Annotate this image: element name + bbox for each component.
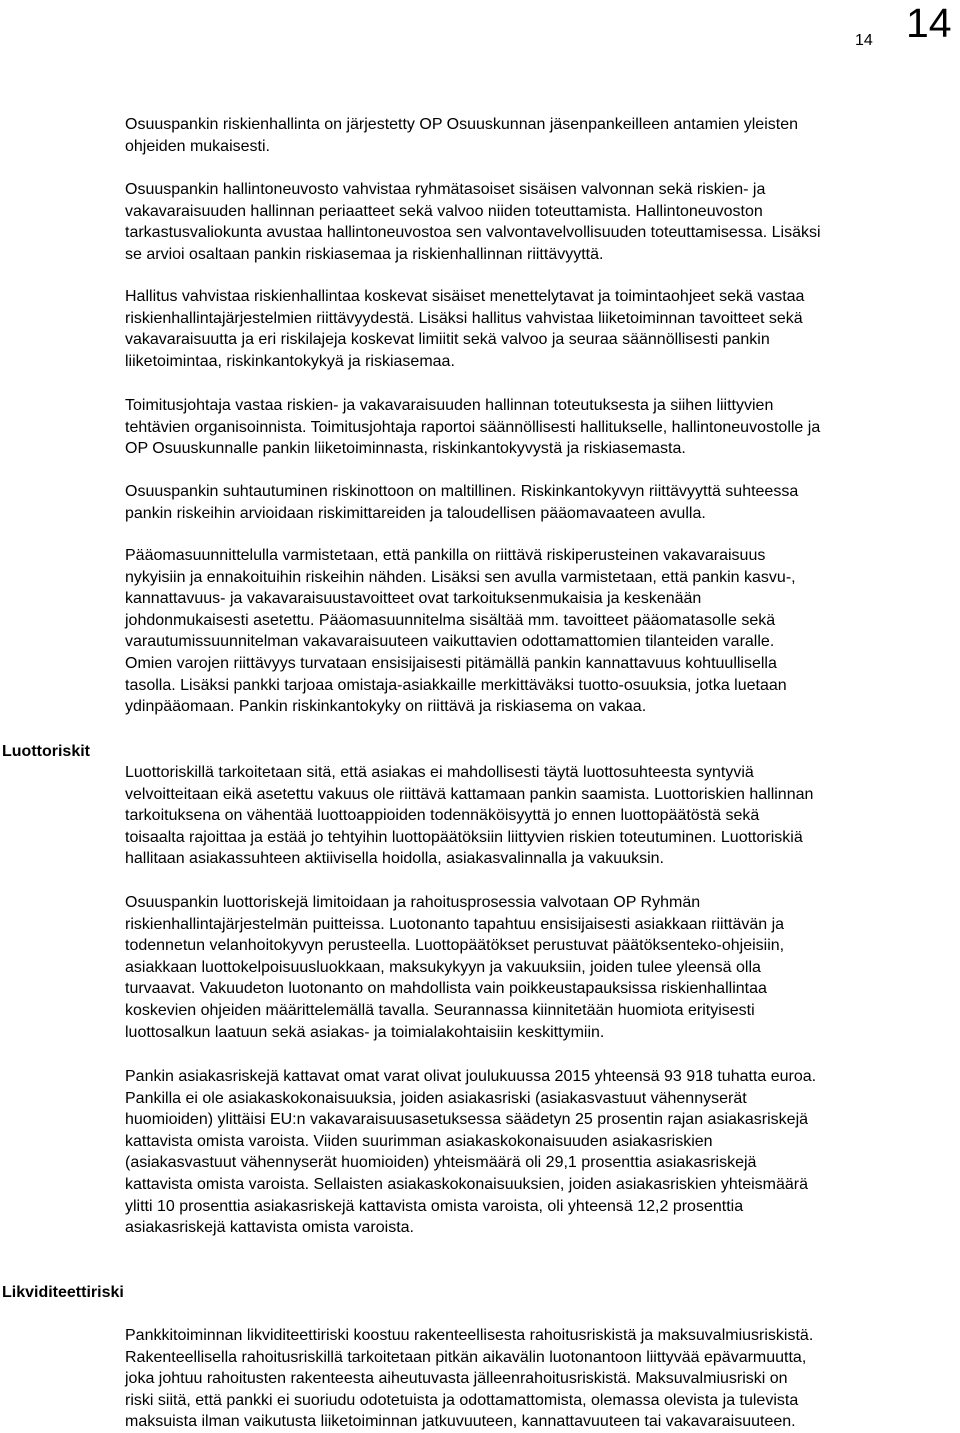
text-line: tarkoituksena on vähentää luottoappioiden todennäköisyyttä jo ennen luottopäätöstä sekä (125, 807, 760, 825)
text-line: Pääomasuunnittelulla varmistetaan, että pankilla on riittävä riskiperusteinen vakavaraisuus (125, 547, 766, 564)
text-line: Osuuspankin suhtautuminen riskinottoon on maltillinen. Riskinkantokyvyn riittävyyttä suhteessa (125, 483, 799, 500)
text-line: pankin riskeihin arvioidaan riskimittareiden ja taloudellisen pääomavaateen avulla. (125, 504, 706, 522)
text-line: Rakenteellisella rahoitusriskillä tarkoitetaan pitkän aikavälin luotonantoon liittyvää epävarmuutta, (125, 1348, 807, 1366)
paragraph-supervisory-board (125, 179, 945, 265)
page-number-small: 14 (855, 32, 873, 49)
text-line: riskienhallintajärjestelmien riittävyydestä. Lisäksi hallitus vahvistaa liiketoiminnan tavoitteet sekä (125, 309, 803, 327)
text-line: koskevien ohjeiden määrittelemällä tavalla. Seurannassa kiinnitetään huomiota erityisesti (125, 1001, 755, 1019)
text-line: tarkastusvaliokunta avustaa hallintoneuvostoa sen valvontavelvollisuuden toteuttamisessa. Lisäksi (125, 224, 821, 242)
text-line: Osuuspankin luottoriskejä limitoidaan ja rahoitusprosessia valvotaan OP Ryhmän (125, 894, 701, 911)
text-line: kannattavuus- ja vakavaraisuustavoitteet ovat tarkoituksenmukaisia ja keskenään (125, 590, 702, 608)
text-line: Pankilla ei ole asiakaskokonaisuuksia, joiden asiakasriski (asiakasvastuut vähennyserät (125, 1089, 747, 1107)
text-line: asiakkaan luottokelpoisuusluokkaan, maksukykyyn ja vakuuksiin, joiden tulee yleensä olla (125, 958, 761, 976)
text-line: liiketoimintaa, riskinkantokykyä ja riskiasemaa. (125, 352, 455, 370)
text-line: tasolla. Lisäksi pankki tarjoaa omistaja-asiakkaille merkittäväksi tuotto-osuuksia, jotka luetaan (125, 676, 787, 694)
text-line: Hallitus vahvistaa riskienhallintaa koskevat sisäiset menettelytavat ja toimintaohjeet sekä vastaa (125, 288, 805, 305)
paragraph-managing-director (125, 395, 945, 460)
text-line: Osuuspankin hallintoneuvosto vahvistaa ryhmätasoiset sisäisen valvonnan sekä riskien- ja (125, 181, 766, 198)
paragraph-credit-risk-limits (125, 892, 945, 1043)
text-line: huomioiden) ylittäisi EU:n vakavaraisuusasetuksessa säädetyn 25 prosentin rajan asiakasriskejä (125, 1111, 809, 1129)
text-line: joka johtuu rahoitusten rakenteesta aiheutuvasta jälleenrahoitusriskistä. Maksuvalmiusriski on (125, 1370, 788, 1388)
text-line: varautumissuunnitelman vakavaraisuuteen vaikuttavien odottamattomien tilanteiden varalle. (125, 633, 775, 651)
text-line: Osuuspankin riskienhallinta on järjestetty OP Osuuskunnan jäsenpankeilleen antamien yleisten (125, 116, 798, 133)
text-line: kattavista omista varoista. Sellaisten asiakaskokonaisuuksien, joiden asiakasriskien yhteismäärä (125, 1175, 808, 1193)
text-line: Omien varojen riittävyys turvataan ensisijaisesti pitämällä pankin kannattavuus kohtuullisella (125, 654, 777, 672)
page-number-large: 14 (906, 0, 952, 46)
text-line: kattavista omista varoista. Viiden suurimman asiakaskokonaisuuden asiakasriskien (125, 1132, 713, 1150)
text-line: johdonmukaisesti asetettu. Pääomasuunnitelma sisältää mm. tavoitteet pääomatasolle sekä (125, 611, 776, 629)
text-line: se arvioi osaltaan pankin riskiasemaa ja riskienhallinnan riittävyyttä. (125, 245, 604, 263)
section-heading-credit-risk: Luottoriskit (2, 743, 90, 760)
text-line: OP Osuuskunnalle pankin liiketoiminnasta, riskinkantokyvystä ja riskiasemasta. (125, 440, 686, 458)
text-line: toisaalta rajoittaa ja estää jo tehtyihin luottopäätöksiin liittyvien riskien toteutuminen. Luottoriskiä (125, 828, 803, 846)
text-line: turvaavat. Vakuudeton luotonanto on mahdollista vain poikkeustapauksissa riskienhallintaa (125, 980, 767, 998)
paragraph-credit-risk-definition (125, 762, 945, 870)
text-line: luottosalkun laatuun sekä asiakas- ja toimialakohtaisiin keskittymiin. (125, 1023, 605, 1041)
section-heading-liquidity-risk: Likviditeettiriski (2, 1284, 124, 1301)
text-line: riskienhallintajärjestelmän puitteissa. Luotonanto tapahtuu ensisijaisesti asiakkaan riittävän ja (125, 915, 785, 933)
paragraph-board-of-directors (125, 286, 945, 372)
text-line: Pankkitoiminnan likviditeettiriski koostuu rakenteellisesta rahoitusriskistä ja maksuvalmiusriskistä. (125, 1327, 814, 1344)
text-line: tehtävien organisoinnista. Toimitusjohtaja raportoi säännöllisesti hallitukselle, hallintoneuvostolle ja (125, 418, 821, 436)
text-line: (asiakasvastuut vähennyserät huomioiden) yhteismäärä oli 29,1 prosenttia asiakasriskejä (125, 1154, 757, 1172)
text-line: nykyisiin ja ennakoituihin riskeihin nähden. Lisäksi sen avulla varmistetaan, että pankin kasvu-, (125, 568, 796, 586)
paragraph-risk-management-organisation (125, 114, 945, 157)
paragraph-liquidity-risk-definition (125, 1325, 945, 1433)
text-line: riski siitä, että pankki ei suoriudu odotetuista ja odottamattomista, olemassa olevista ja tulevista (125, 1391, 799, 1409)
text-line: maksuista ilman vaikutusta liiketoiminnan jatkuvuuteen, kannattavuuteen tai vakavaraisuuteen. (125, 1413, 796, 1431)
text-line: todennetun velanhoitokyvyn perusteella. Luottopäätökset perustuvat päätöksenteko-ohjeisiin, (125, 937, 785, 955)
paragraph-customer-risks (125, 1066, 945, 1239)
text-line: ydinpääomaan. Pankin riskinkantokyky on riittävä ja riskiasema on vakaa. (125, 698, 647, 716)
text-line: Toimitusjohtaja vastaa riskien- ja vakavaraisuuden hallinnan toteutuksesta ja siihen liittyvien (125, 397, 774, 414)
text-line: hallitaan asiakassuhteen aktiivisella hoidolla, asiakasvalinnalla ja vakuuksin. (125, 850, 664, 868)
paragraph-capital-planning (125, 545, 945, 718)
text-line: ohjeiden mukaisesti. (125, 137, 270, 155)
text-line: Luottoriskillä tarkoitetaan sitä, että asiakas ei mahdollisesti täytä luottosuhteesta syntyviä (125, 764, 754, 781)
text-line: vakavaraisuuden hallinnan periaatteet sekä valvoo niiden toteuttamista. Hallintoneuvoston (125, 202, 763, 220)
text-line: Pankin asiakasriskejä kattavat omat varat olivat joulukuussa 2015 yhteensä 93 918 tuhatta euroa. (125, 1068, 817, 1085)
text-line: vakavaraisuutta ja eri riskilajeja koskevat limiitit sekä valvoo ja seuraa säännöllisesti pankin (125, 331, 770, 349)
text-line: ylitti 10 prosenttia asiakasriskejä kattavista omista varoista, oli yhteensä 12,2 prosenttia (125, 1197, 744, 1215)
paragraph-risk-appetite (125, 481, 945, 524)
text-line: velvoitteitaan eikä asetettu vakuus ole riittävä kattamaan pankin saamista. Luottoriskien hallinnan (125, 785, 814, 803)
text-line: asiakasriskejä kattavista omista varoista. (125, 1219, 414, 1237)
